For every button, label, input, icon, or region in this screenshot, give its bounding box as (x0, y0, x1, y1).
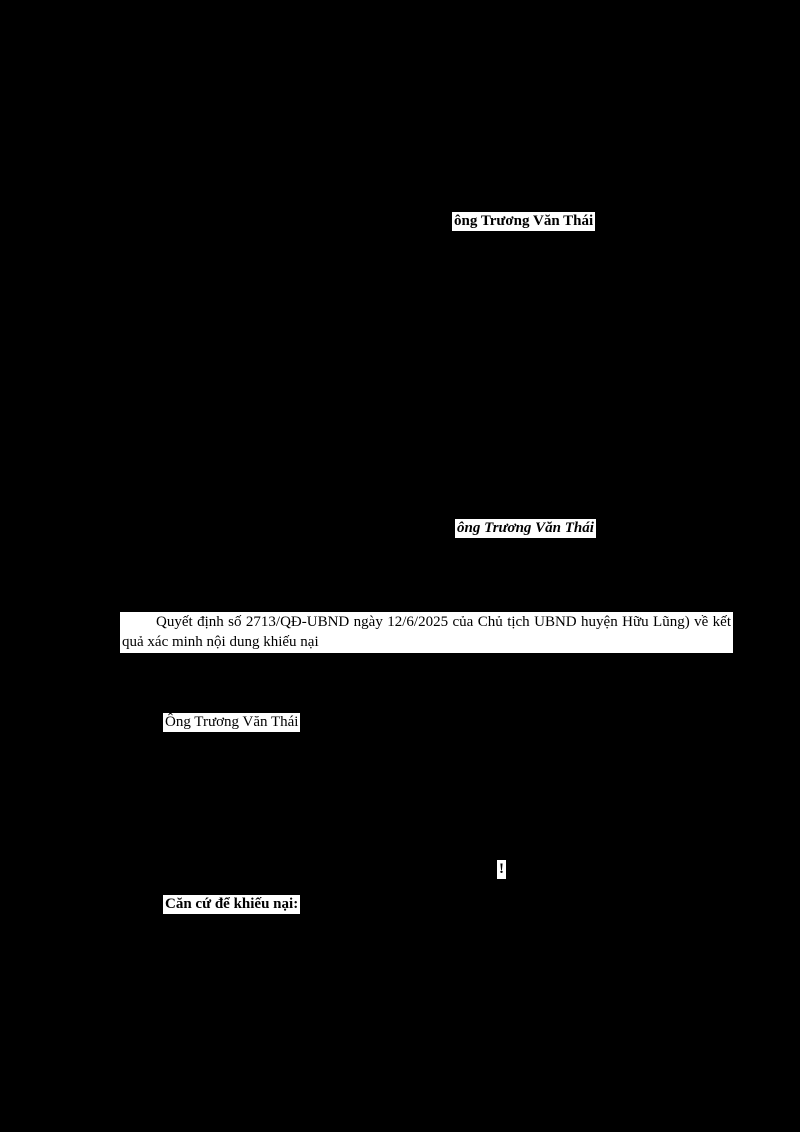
recipient-name-bold-italic: ông Trương Văn Thái (455, 519, 596, 538)
decision-paragraph (120, 612, 733, 653)
basis-heading: Căn cứ để khiếu nại: (163, 895, 300, 914)
recipient-name-bold: ông Trương Văn Thái (452, 212, 595, 231)
decision-paragraph-line2: Hữu Lũng) về kết quả xác minh nội dung khiếu nại (122, 614, 732, 650)
person-name-plain: Ông Trương Văn Thái (163, 713, 300, 732)
stray-mark: ! (497, 860, 506, 879)
decision-paragraph-line1: Quyết định số 2713/QĐ-UBND ngày 12/6/2025 của Chủ tịch UBND huyện (156, 614, 618, 630)
